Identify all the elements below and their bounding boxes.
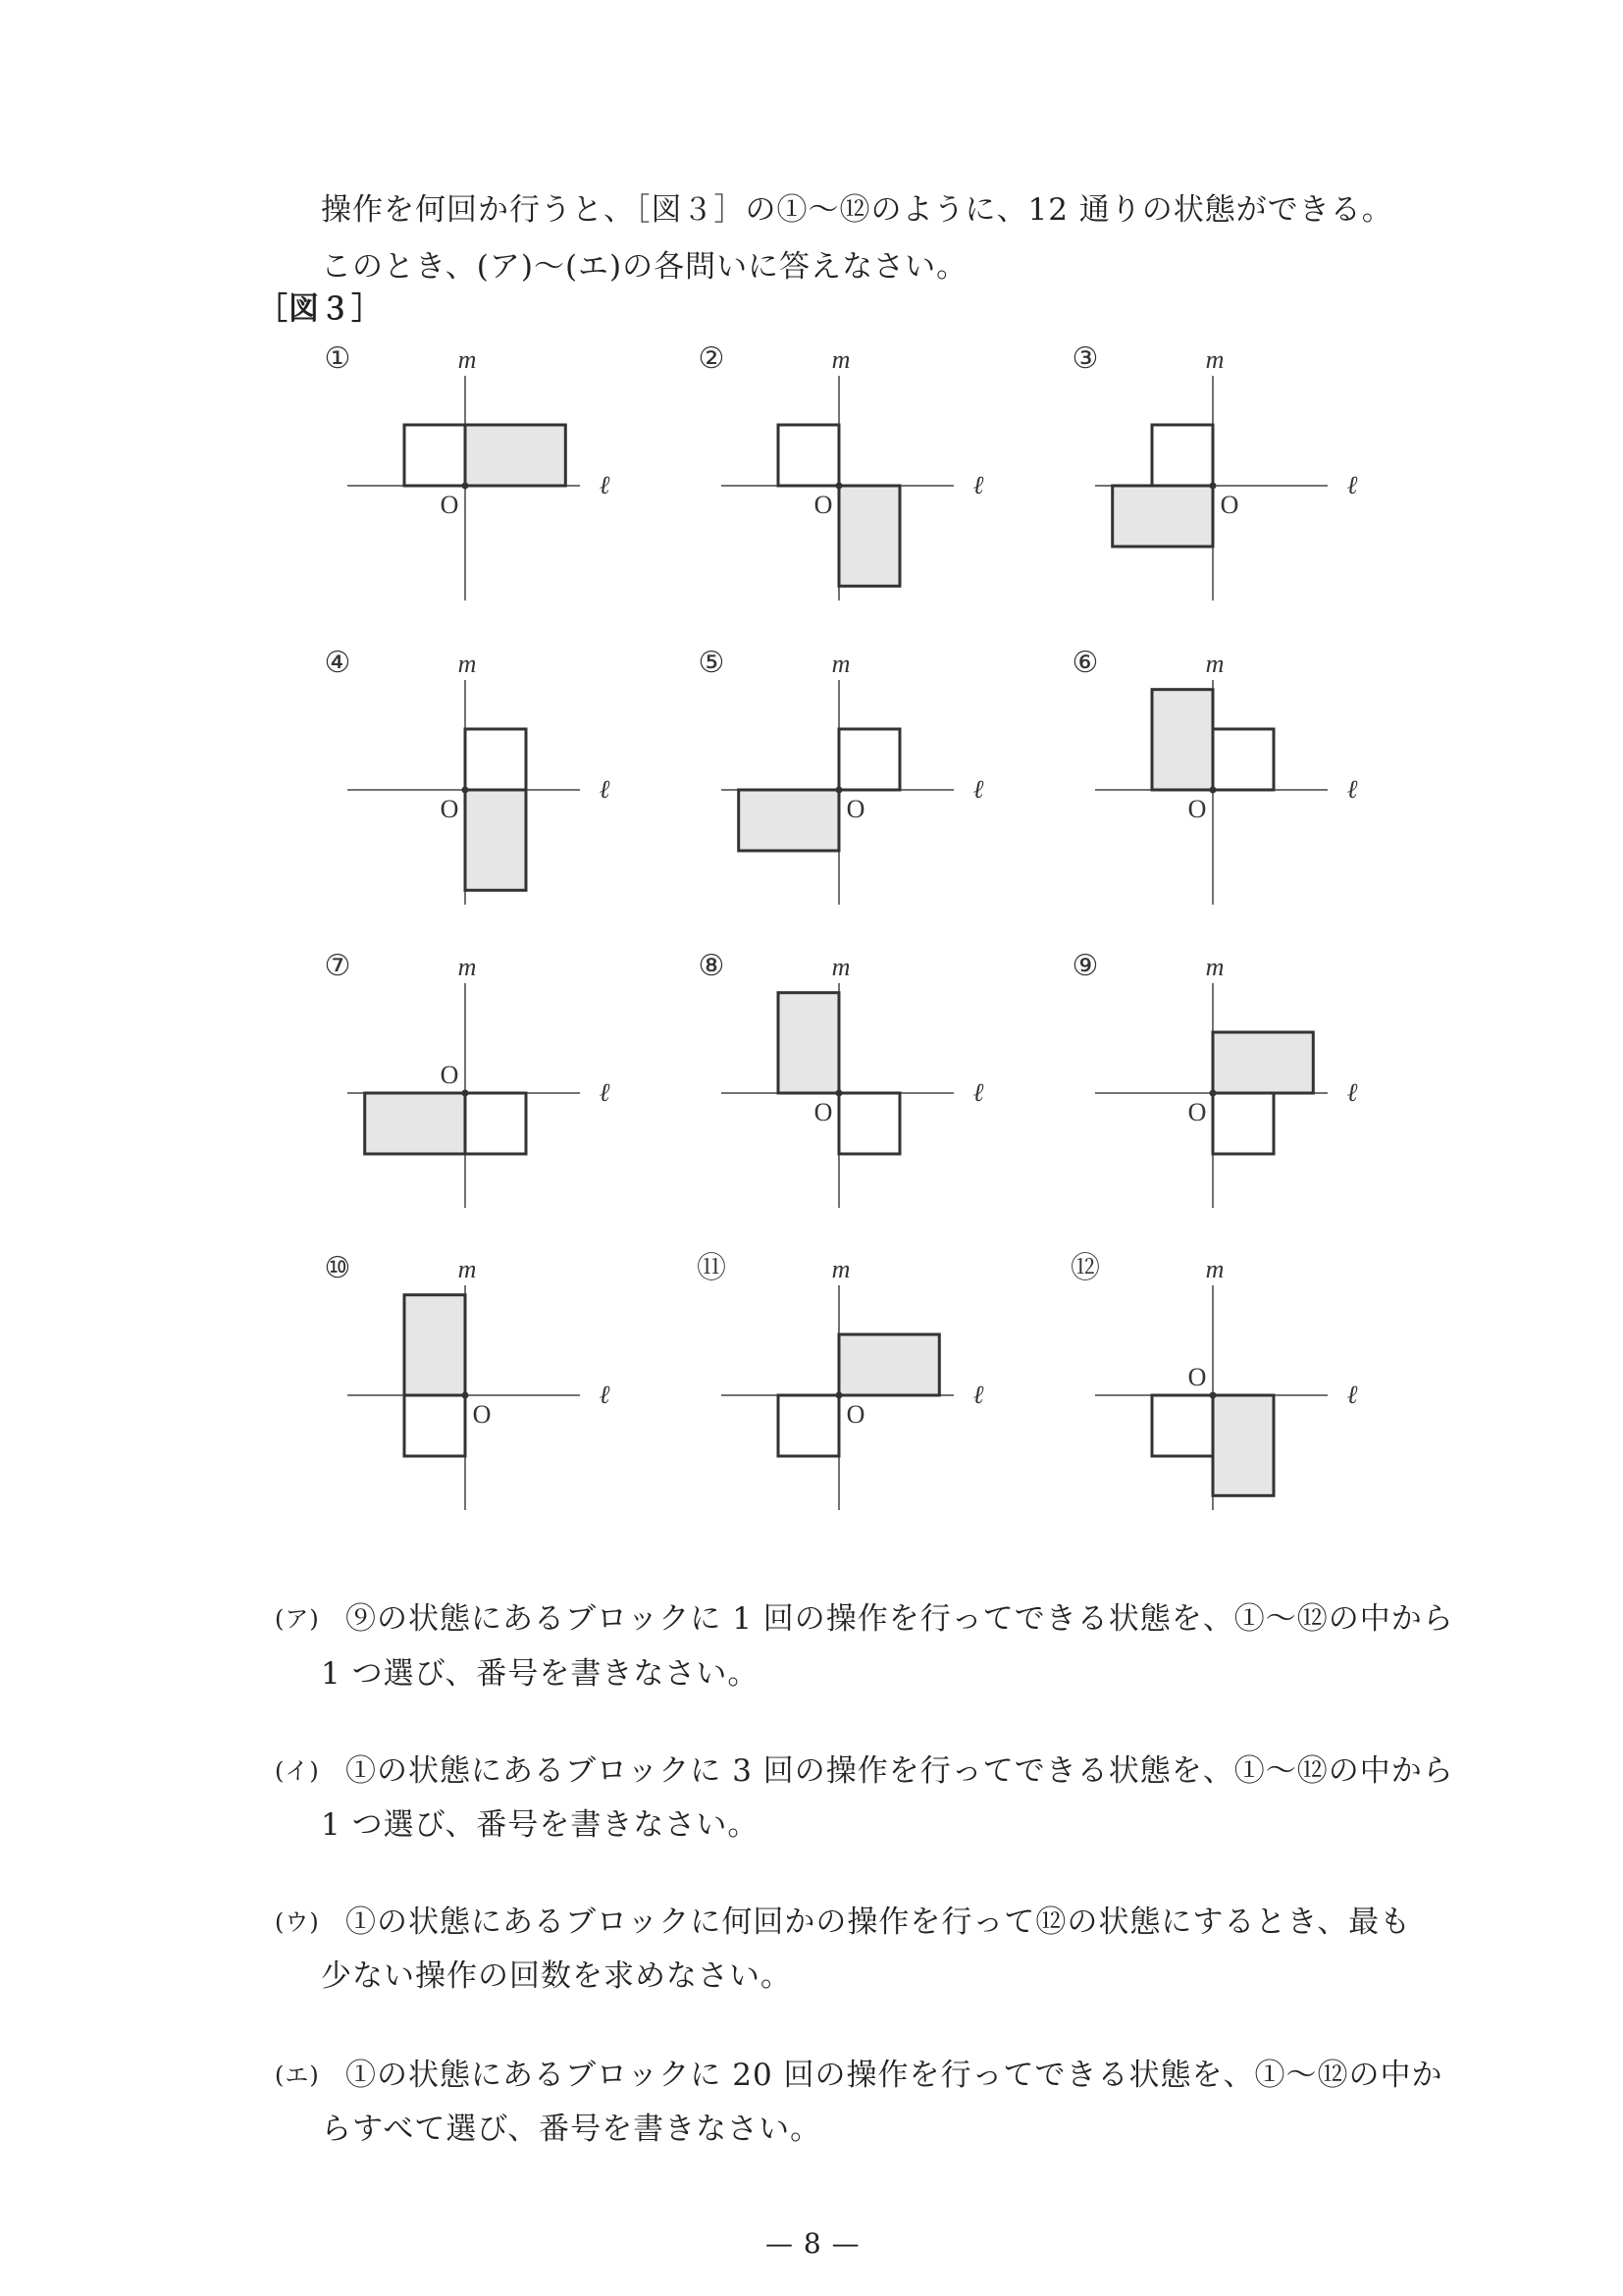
origin-dot bbox=[462, 787, 469, 794]
panel-number-label: ① bbox=[324, 342, 351, 375]
white-square-block bbox=[465, 729, 526, 790]
shaded-rect-block bbox=[1213, 1032, 1313, 1093]
question-marker: (エ) bbox=[275, 2061, 320, 2089]
origin-label: O bbox=[1187, 1098, 1207, 1126]
panel-number-label: ⑪ bbox=[697, 1252, 726, 1284]
axis-l-label: ℓ bbox=[599, 1078, 610, 1107]
axis-m-label: m bbox=[831, 1255, 851, 1283]
intro-line-2: このとき、(ア)～(エ)の各問いに答えなさい。 bbox=[321, 249, 969, 285]
white-square-block bbox=[839, 729, 900, 790]
axis-l-label: ℓ bbox=[972, 1078, 984, 1107]
diagram-panel-7 bbox=[325, 950, 610, 1208]
white-square-block bbox=[778, 1395, 839, 1456]
diagram-panel-2 bbox=[699, 342, 984, 600]
panel-number-label: ④ bbox=[324, 647, 351, 679]
origin-dot bbox=[836, 1090, 843, 1097]
origin-label: O bbox=[813, 1098, 833, 1126]
axis-m-label: m bbox=[457, 345, 477, 374]
question-text: ①の状態にあるブロックに何回かの操作を行って⑫の状態にするとき、最も bbox=[345, 1905, 1412, 1940]
diagram-panel-6 bbox=[1073, 647, 1358, 905]
origin-dot bbox=[462, 1090, 469, 1097]
panel-number-label: ⑩ bbox=[324, 1252, 351, 1284]
figure-title: ［図３］ bbox=[257, 291, 383, 327]
diagram-panel-11 bbox=[697, 1252, 984, 1510]
origin-label: O bbox=[472, 1400, 492, 1429]
axis-l-label: ℓ bbox=[1346, 775, 1358, 804]
origin-dot bbox=[836, 787, 843, 794]
origin-dot bbox=[462, 1392, 469, 1399]
shaded-rect-block bbox=[1152, 690, 1213, 790]
axis-m-label: m bbox=[1205, 1255, 1225, 1283]
origin-label: O bbox=[846, 1400, 865, 1429]
question-marker: (イ) bbox=[275, 1757, 320, 1785]
shaded-rect-block bbox=[1213, 1395, 1274, 1495]
axis-m-label: m bbox=[457, 1255, 477, 1283]
question-text: ⑨の状態にあるブロックに 1 回の操作を行ってできる状態を、①～⑫の中から bbox=[345, 1601, 1454, 1637]
question-text: 1 つ選び、番号を書きなさい。 bbox=[321, 1656, 759, 1692]
origin-label: O bbox=[440, 1061, 459, 1089]
white-square-block bbox=[778, 425, 839, 486]
white-square-block bbox=[404, 425, 465, 486]
shaded-rect-block bbox=[1113, 486, 1213, 547]
intro-line-1: 操作を何回か行うと、［図３］の①～⑫のように、12 通りの状態ができる。 bbox=[321, 192, 1393, 228]
diagram-panel-10 bbox=[325, 1252, 610, 1510]
axis-m-label: m bbox=[831, 953, 851, 981]
axis-l-label: ℓ bbox=[972, 471, 984, 499]
panel-number-label: ③ bbox=[1072, 342, 1099, 375]
question-marker: (ウ) bbox=[275, 1908, 320, 1936]
question-text: らすべて選び、番号を書きなさい。 bbox=[321, 2112, 822, 2147]
panel-number-label: ⑤ bbox=[698, 647, 725, 679]
axis-m-label: m bbox=[831, 345, 851, 374]
shaded-rect-block bbox=[404, 1295, 465, 1395]
origin-dot bbox=[836, 483, 843, 490]
shaded-rect-block bbox=[739, 790, 839, 851]
axis-m-label: m bbox=[831, 650, 851, 678]
page-number: — 8 — bbox=[765, 2227, 861, 2260]
axis-l-label: ℓ bbox=[599, 471, 610, 499]
panel-number-label: ② bbox=[698, 342, 725, 375]
axis-l-label: ℓ bbox=[972, 1381, 984, 1409]
origin-label: O bbox=[813, 491, 833, 519]
axis-m-label: m bbox=[1205, 345, 1225, 374]
origin-label: O bbox=[1187, 1363, 1207, 1391]
panel-number-label: ⑥ bbox=[1072, 647, 1099, 679]
question-text: 1 つ選び、番号を書きなさい。 bbox=[321, 1807, 759, 1843]
question-text: ①の状態にあるブロックに 20 回の操作を行ってできる状態を、①～⑫の中か bbox=[345, 2058, 1443, 2093]
axis-m-label: m bbox=[457, 650, 477, 678]
axis-l-label: ℓ bbox=[599, 775, 610, 804]
origin-label: O bbox=[440, 491, 459, 519]
origin-dot bbox=[1210, 483, 1217, 490]
white-square-block bbox=[1152, 1395, 1213, 1456]
white-square-block bbox=[1213, 1093, 1274, 1154]
question-marker: (ア) bbox=[275, 1605, 320, 1633]
origin-dot bbox=[1210, 787, 1217, 794]
diagram-panel-3 bbox=[1073, 342, 1358, 600]
diagram-panel-1 bbox=[325, 342, 610, 600]
axis-l-label: ℓ bbox=[599, 1381, 610, 1409]
diagram-panel-5 bbox=[699, 647, 984, 905]
axis-l-label: ℓ bbox=[972, 775, 984, 804]
axis-l-label: ℓ bbox=[1346, 1381, 1358, 1409]
axis-m-label: m bbox=[1205, 650, 1225, 678]
white-square-block bbox=[1152, 425, 1213, 486]
origin-label: O bbox=[1220, 491, 1239, 519]
origin-dot bbox=[1210, 1392, 1217, 1399]
origin-dot bbox=[836, 1392, 843, 1399]
diagram-panel-12 bbox=[1071, 1252, 1358, 1510]
diagram-panel-9 bbox=[1073, 950, 1358, 1208]
origin-dot bbox=[462, 483, 469, 490]
panel-number-label: ⑦ bbox=[324, 950, 351, 982]
panel-number-label: ⑨ bbox=[1072, 950, 1099, 982]
white-square-block bbox=[839, 1093, 900, 1154]
origin-label: O bbox=[1187, 795, 1207, 823]
shaded-rect-block bbox=[778, 993, 839, 1093]
shaded-rect-block bbox=[839, 486, 900, 586]
axis-m-label: m bbox=[1205, 953, 1225, 981]
shaded-rect-block bbox=[365, 1093, 465, 1154]
origin-label: O bbox=[846, 795, 865, 823]
axis-l-label: ℓ bbox=[1346, 1078, 1358, 1107]
white-square-block bbox=[1213, 729, 1274, 790]
panel-number-label: ⑫ bbox=[1071, 1252, 1100, 1284]
question-text: ①の状態にあるブロックに 3 回の操作を行ってできる状態を、①～⑫の中から bbox=[345, 1753, 1454, 1789]
diagram-panel-8 bbox=[699, 950, 984, 1208]
shaded-rect-block bbox=[839, 1334, 939, 1395]
diagram-panel-4 bbox=[325, 647, 610, 905]
axis-l-label: ℓ bbox=[1346, 471, 1358, 499]
white-square-block bbox=[465, 1093, 526, 1154]
panel-number-label: ⑧ bbox=[698, 950, 725, 982]
axis-m-label: m bbox=[457, 953, 477, 981]
origin-label: O bbox=[440, 795, 459, 823]
shaded-rect-block bbox=[465, 425, 565, 486]
shaded-rect-block bbox=[465, 790, 526, 890]
origin-dot bbox=[1210, 1090, 1217, 1097]
white-square-block bbox=[404, 1395, 465, 1456]
question-text: 少ない操作の回数を求めなさい。 bbox=[321, 1958, 792, 1994]
